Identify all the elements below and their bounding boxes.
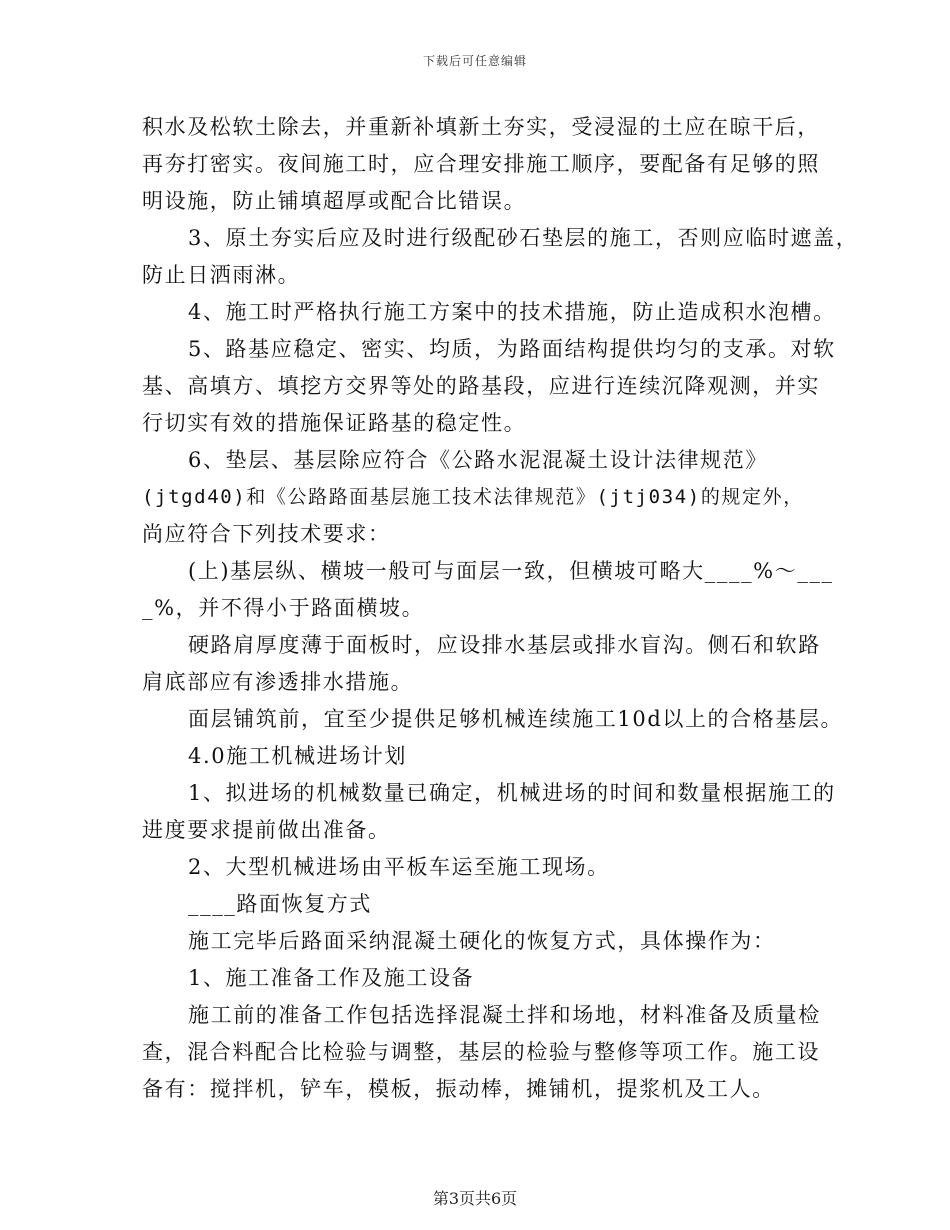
text-line: 备有：搅拌机，铲车，模板，振动棒，摊铺机，提浆机及工人。: [142, 1077, 775, 1101]
paragraph-shoulder: 硬路肩厚度薄于面板时，应设排水基层或排水盲沟。侧石和软路: [188, 633, 821, 657]
text-line: 防止日洒雨淋。: [142, 263, 301, 287]
page-header: 下载后可任意编辑: [422, 54, 527, 68]
text-line: 基、高填方、填挖方交界等处的路基段，应进行连续沉降观测，并实: [142, 374, 820, 398]
text-line: 积水及松软土除去，并重新补填新土夯实，受浸湿的土应在晾干后，: [142, 115, 820, 139]
paragraph-item-5: 5、路基应稳定、密实、均质，为路面结构提供均匀的支承。对软: [188, 337, 836, 361]
text-line: 明设施，防止铺填超厚或配合比错误。: [142, 189, 527, 213]
subsection-heading: 1、施工准备工作及施工设备: [188, 966, 475, 990]
paragraph-item-3: 3、原土夯实后应及时进行级配砂石垫层的施工，否则应临时遮盖，: [188, 226, 859, 250]
text-line: _%，并不得小于路面横坡。: [142, 596, 425, 620]
text-line: 肩底部应有渗透排水措施。: [142, 670, 414, 694]
paragraph-base-layer: 面层铺筑前，宜至少提供足够机械连续施工10d以上的合格基层。: [188, 707, 844, 731]
text-line: 再夯打密实。夜间施工时，应合理安排施工顺序，要配备有足够的照: [142, 152, 820, 176]
text-line: (jtgd40)和《公路路面基层施工技术法律规范》(jtj034)的规定外，: [142, 486, 804, 508]
paragraph-preparation: 施工前的准备工作包括选择混凝土拌和场地，材料准备及质量检: [188, 1003, 821, 1027]
text-line: 进度要求提前做出准备。: [142, 818, 391, 842]
page-number: 第3页共6页: [432, 1189, 518, 1208]
paragraph-item-6: 6、垫层、基层除应符合《公路水泥混凝土设计法律规范》: [188, 448, 768, 472]
paragraph-item-1: 1、拟进场的机械数量已确定，机械进场的时间和数量根据施工的: [188, 781, 836, 805]
document-body: [142, 109, 859, 1108]
paragraph-item-shang: (上)基层纵、横坡一般可与面层一致，但横坡可略大____%～___: [188, 559, 834, 583]
section-heading: ____路面恢复方式: [188, 892, 372, 916]
text-line: 尚应符合下列技术要求：: [142, 522, 391, 546]
text-line: 行切实有效的措施保证路基的稳定性。: [142, 411, 527, 435]
paragraph-restoration: 施工完毕后路面采纳混凝土硬化的恢复方式，具体操作为：: [188, 929, 776, 953]
section-heading: 4.0施工机械进场计划: [188, 744, 407, 768]
paragraph-item-2: 2、大型机械进场由平板车运至施工现场。: [188, 855, 610, 879]
text-line: 查，混合料配合比检验与调整，基层的检验与整修等项工作。施工设: [142, 1040, 820, 1064]
paragraph-item-4: 4、施工时严格执行施工方案中的技术措施，防止造成积水泡槽。: [188, 300, 836, 324]
